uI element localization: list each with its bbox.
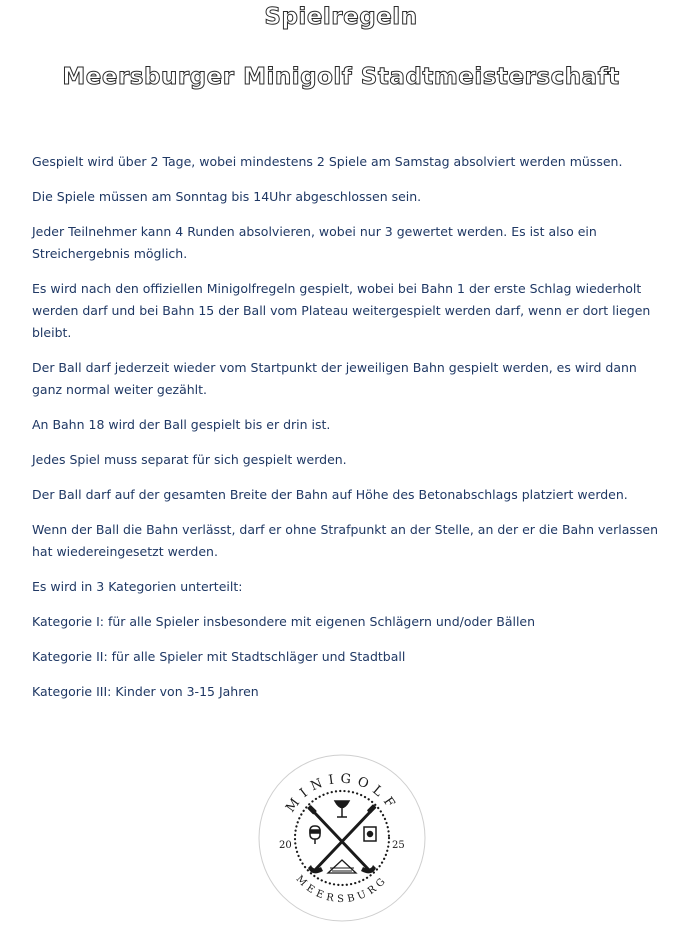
page-subtitle: Meersburger Minigolf Stadtmeisterschaft <box>62 64 620 90</box>
logo-top-text: MINIGOLF <box>283 771 401 816</box>
minigolf-logo <box>257 753 427 923</box>
rule-item: Kategorie III: Kinder von 3-15 Jahren <box>32 684 259 699</box>
rule-item: An Bahn 18 wird der Ball gespielt bis er drin ist. <box>32 417 331 432</box>
logo-bottom-text: MEERSBURG <box>293 873 391 906</box>
rule-item: Jeder Teilnehmer kann 4 Runden absolvieren, wobei nur 3 gewertet werden. Es ist also ein Streichergebnis möglich. <box>32 224 597 261</box>
rule-item: Jedes Spiel muss separat für sich gespielt werden. <box>32 452 347 467</box>
logo-year-left: 20 <box>279 840 292 851</box>
rule-item: Der Ball darf auf der gesamten Breite der Bahn auf Höhe des Betonabschlags platziert werden. <box>32 487 628 502</box>
rule-item: Kategorie II: für alle Spieler mit Stadtschläger und Stadtball <box>32 649 406 664</box>
logo-year-right: 25 <box>392 840 405 851</box>
rule-item: Es wird nach den offiziellen Minigolfregeln gespielt, wobei bei Bahn 1 der erste Schlag wiederholt werden darf und bei Bahn 15 der Ball vom Plateau weitergespielt werden darf, wenn er dort liegen bleibt. <box>32 281 651 340</box>
rule-item: Der Ball darf jederzeit wieder vom Startpunkt der jeweiligen Bahn gespielt werden, es wird dann ganz normal weiter gezählt. <box>32 360 637 397</box>
rule-item: Kategorie I: für alle Spieler insbesondere mit eigenen Schlägern und/oder Bällen <box>32 614 536 629</box>
rule-item: Gespielt wird über 2 Tage, wobei mindestens 2 Spiele am Samstag absolviert werden müssen. <box>32 154 623 169</box>
rule-item: Es wird in 3 Kategorien unterteilt: <box>32 579 243 594</box>
rule-item: Die Spiele müssen am Sonntag bis 14Uhr abgeschlossen sein. <box>32 189 422 204</box>
minigolf-logo-graphic <box>257 753 427 923</box>
rule-item: Wenn der Ball die Bahn verlässt, darf er ohne Strafpunkt an der Stelle, an der er die Bahn verlassen hat wiedereingesetzt werden. <box>32 522 659 559</box>
rules-list <box>32 151 662 716</box>
page-title: Spielregeln <box>264 4 418 30</box>
